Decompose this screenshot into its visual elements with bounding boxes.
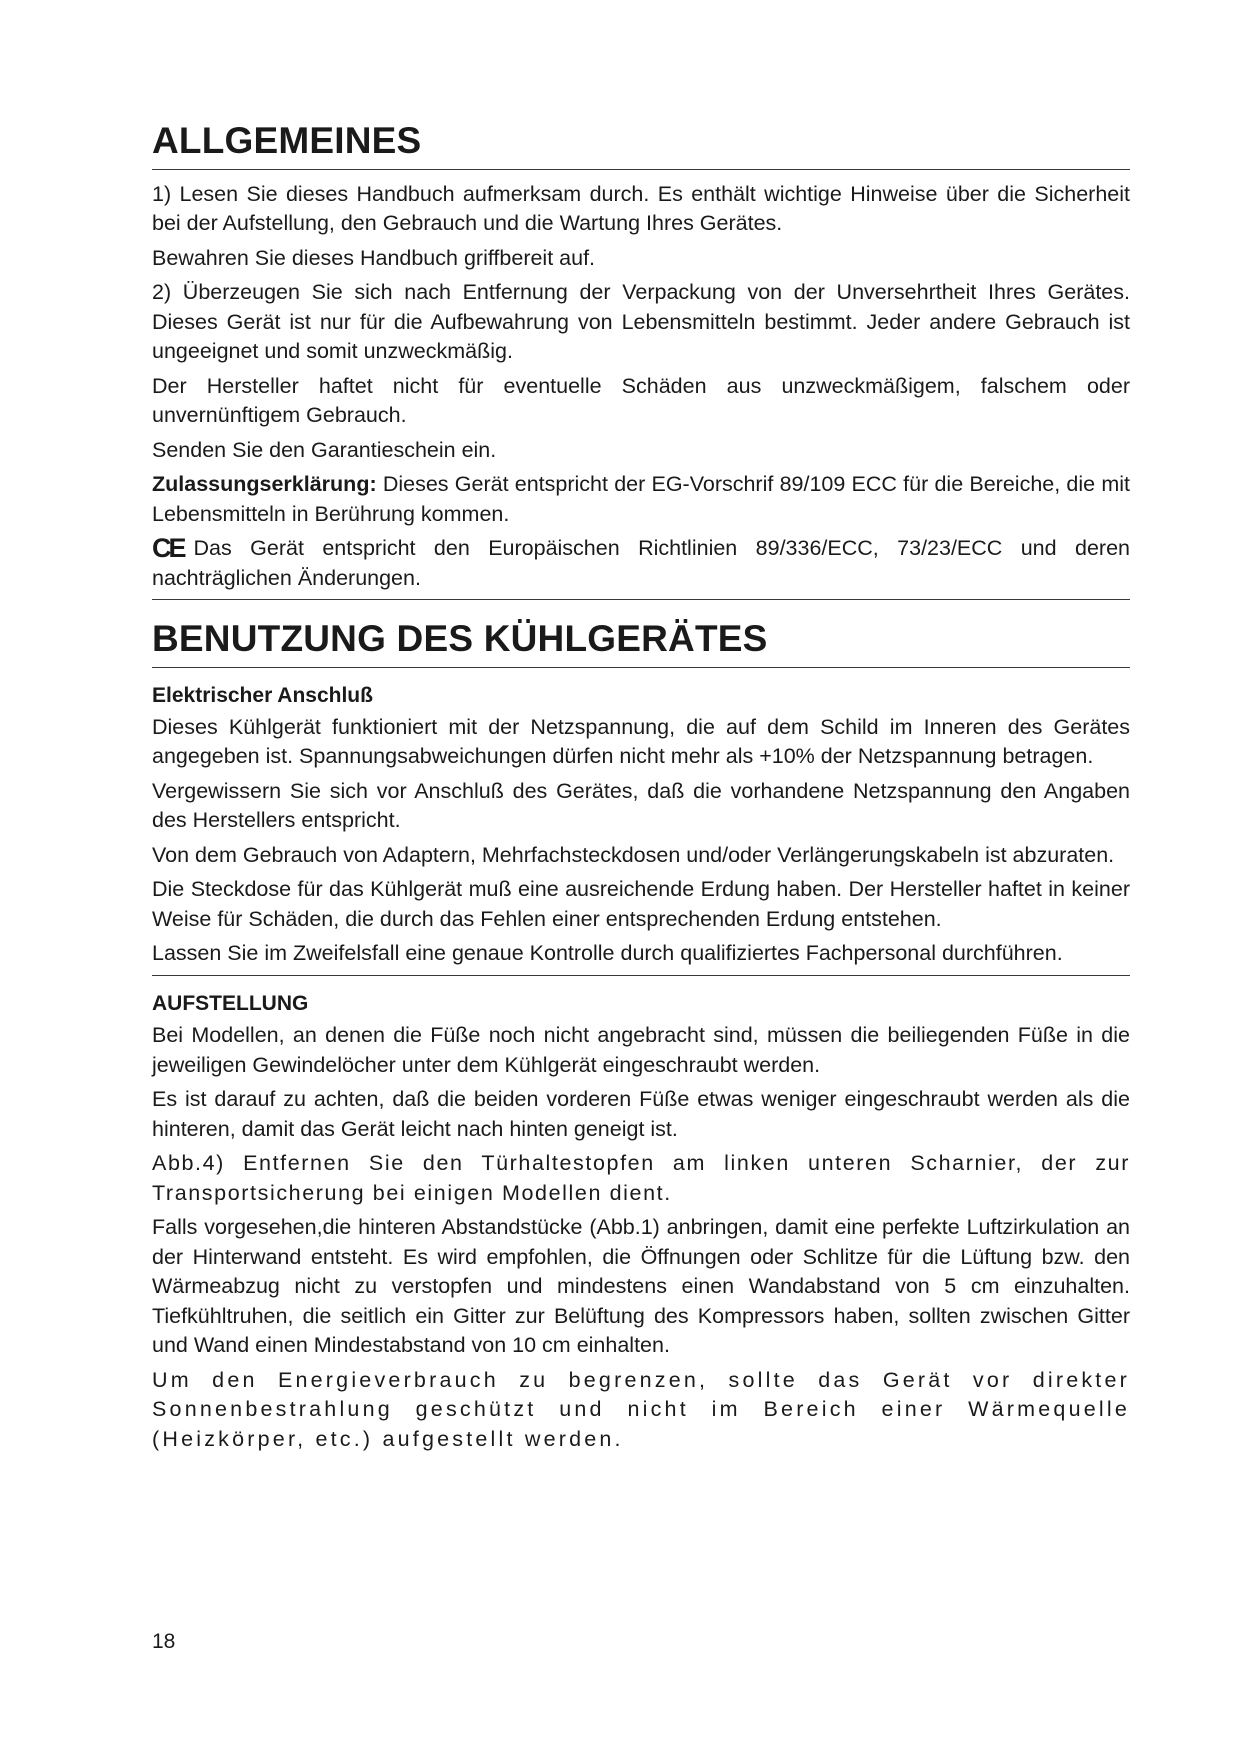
electrical-paragraph-3: Von dem Gebrauch von Adaptern, Mehrfachsteckdosen und/oder Verlängerungskabeln ist abzuraten. [152, 842, 1115, 867]
ce-text: Das Gerät entspricht den Europäischen Richtlinien 89/336/ECC, 73/23/ECC und deren nachträglichen Änderungen. [152, 536, 1130, 590]
installation-paragraph-4: Falls vorgesehen,die hinteren Abstandstücke (Abb.1) anbringen, damit eine perfekte Luftzirkulation an der Hinterwand entsteht. Es wird empfohlen, die Öffnungen oder Schlitze für die Lüftung bzw. den Wärmeabzug nicht zu verstopfen und mindestens einen Wandabstand von 5 cm einzuhalten. Tiefkühltruhen, die seitlich ein Gitter zur Belüftung des Kompressors haben, sollten zwischen Gitter und Wand einen Mindestabstand von 10 cm einhalten. [152, 1215, 1130, 1358]
electrical-paragraph-4: Die Steckdose für das Kühlgerät muß eine ausreichende Erdung haben. Der Hersteller haftet in keiner Weise für Schäden, die durch das Fehlen einer entsprechenden Erdung entstehen. [152, 877, 1130, 931]
general-paragraph-1: 1) Lesen Sie dieses Handbuch aufmerksam durch. Es enthält wichtige Hinweise über die Sicherheit bei der Aufstellung, den Gebrauch und die Wartung Ihres Gerätes. [152, 181, 1130, 236]
subsection-divider [152, 975, 1130, 976]
electrical-paragraph-2: Vergewissern Sie sich vor Anschluß des Gerätes, daß die vorhandene Netzspannung den Angaben des Herstellers entspricht. [152, 778, 1130, 833]
approval-paragraph [152, 470, 1130, 529]
general-section-body [152, 180, 1130, 594]
section-title-usage: BENUTZUNG DES KÜHLGERÄTES [152, 618, 1130, 668]
section-title-general: ALLGEMEINES [152, 120, 1130, 170]
general-paragraph-4: Der Hersteller haftet nicht für eventuelle Schäden aus unzweckmäßigem, falschem oder unvernünftigem Gebrauch. [152, 373, 1130, 428]
ce-mark-icon: CE [152, 533, 184, 564]
electrical-paragraph-5: Lassen Sie im Zweifelsfall eine genaue Kontrolle durch qualifiziertes Fachpersonal durchführen. [152, 941, 1063, 966]
electrical-connection-heading: Elektrischer Anschluß [152, 683, 373, 707]
document-page [152, 120, 1130, 1459]
approval-text: Dieses Gerät entspricht der EG-Vorschrif 89/109 ECC für die Bereiche, die mit Lebensmitteln in Berührung kommen. [152, 472, 1130, 526]
installation-paragraph-2: Es ist darauf zu achten, daß die beiden vorderen Füße etwas weniger eingeschraubt werden als die hinteren, damit das Gerät leicht nach hinten geneigt ist. [152, 1087, 1130, 1141]
approval-label: Zulassungserklärung: [152, 472, 377, 497]
section-divider [152, 599, 1130, 600]
installation-paragraph-5: Um den Energieverbrauch zu begrenzen, sollte das Gerät vor direkter Sonnenbestrahlung geschützt und nicht im Bereich einer Wärmequelle (Heizkörper, etc.) aufgestellt werden. [152, 1367, 1130, 1451]
general-paragraph-2: Bewahren Sie dieses Handbuch griffbereit auf. [152, 245, 596, 270]
general-paragraph-5: Senden Sie den Garantieschein ein. [152, 437, 497, 462]
installation-paragraph-1: Bei Modellen, an denen die Füße noch nicht angebracht sind, müssen die beiliegenden Füße in die jeweiligen Gewindelöcher unter dem Kühlgerät eingeschraubt werden. [152, 1023, 1130, 1077]
general-paragraph-3: 2) Überzeugen Sie sich nach Entfernung der Verpackung von der Unversehrtheit Ihres Gerätes. Dieses Gerät ist nur für die Aufbewahrung von Lebensmitteln bestimmt. Jeder andere Gebrauch ist ungeeignet und somit unzweckmäßig. [152, 280, 1130, 364]
electrical-paragraph-1: Dieses Kühlgerät funktioniert mit der Netzspannung, die auf dem Schild im Inneren des Gerätes angegeben ist. Spannungsabweichungen dürfen nicht mehr als +10% der Netzspannung betragen. [152, 714, 1130, 769]
installation-heading: AUFSTELLUNG [152, 991, 309, 1015]
installation-paragraph-3: Abb.4) Entfernen Sie den Türhaltestopfen am linken unteren Scharnier, der zur Transportsicherung bei einigen Modellen dient. [152, 1151, 1130, 1205]
page-number: 18 [152, 1630, 176, 1653]
ce-paragraph [152, 534, 1130, 593]
